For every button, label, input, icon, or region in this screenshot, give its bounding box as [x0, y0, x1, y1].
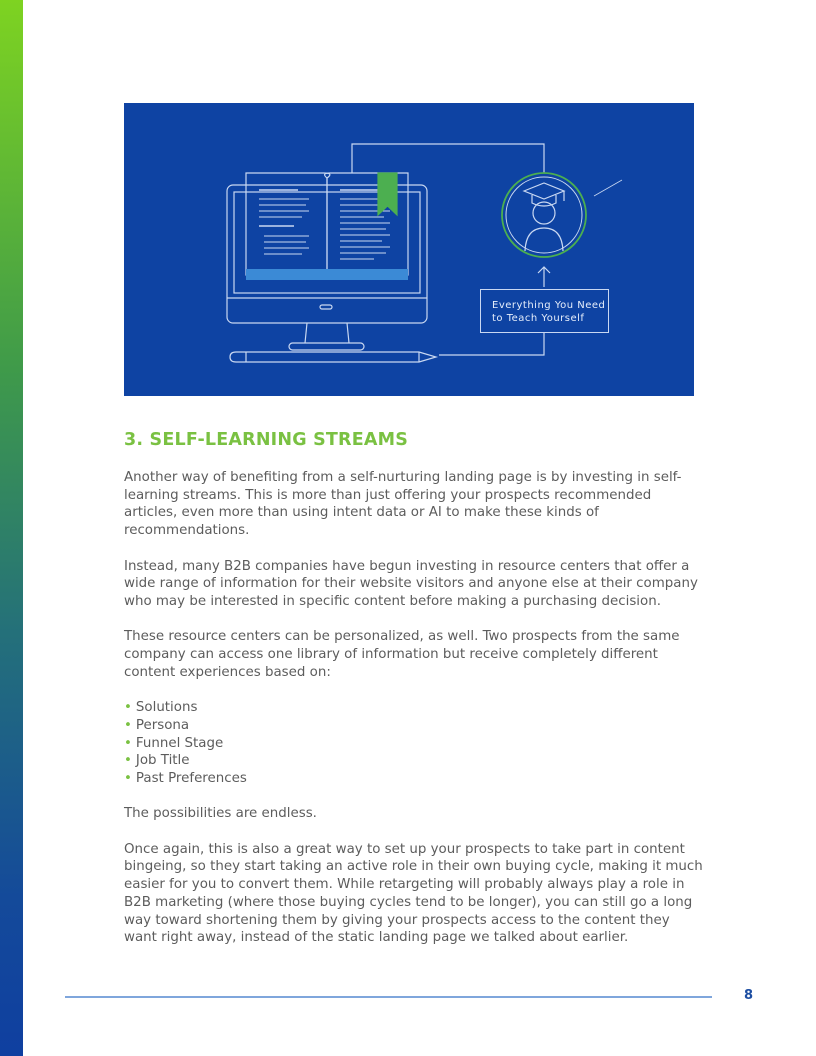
- bullet-icon: •: [124, 753, 132, 769]
- bullet-list: [124, 699, 704, 788]
- list-item: [124, 752, 704, 770]
- graduate-circle-outer: [502, 173, 586, 257]
- book-text-lines: [259, 190, 390, 259]
- list-item-label: Solutions: [135, 700, 198, 716]
- book-left-page: [246, 173, 330, 275]
- monitor-neck: [305, 323, 349, 343]
- sidebar-gradient-bar: [0, 0, 23, 1056]
- section-body: [124, 469, 704, 965]
- bullet-icon: •: [124, 700, 132, 716]
- list-item-label: Job Title: [135, 753, 190, 769]
- monitor-base: [289, 343, 364, 350]
- hero-caption-line2: to Teach Yourself: [492, 313, 585, 324]
- section-heading: 3. SELF-LEARNING STREAMS: [124, 430, 409, 450]
- paragraph-personalized: These resource centers can be personalized, as well. Two prospects from the same company can access one library of information but receive completely different content experiences based on:: [124, 629, 680, 680]
- list-item-label: Persona: [135, 717, 190, 733]
- caption-connector-line: [439, 333, 544, 355]
- bookmark-ribbon-icon: [378, 173, 397, 215]
- paragraph-resource-centers: Instead, many B2B companies have begun investing in resource centers that offer a wide range of information for their website visitors and anyone else at their company who may be interested in specific content before making a purchasing decision.: [124, 558, 698, 609]
- list-item: [124, 717, 704, 735]
- monitor-button: [320, 305, 332, 309]
- decorative-line: [594, 180, 622, 196]
- list-item-label: Funnel Stage: [135, 735, 224, 751]
- list-item: [124, 699, 704, 717]
- list-item-label: Past Preferences: [135, 770, 247, 786]
- hero-caption-line1: Everything You Need: [492, 300, 606, 311]
- connector-line: [352, 144, 544, 173]
- computer-book-graduate-illustration: [124, 103, 694, 396]
- graduate-circle-inner: [506, 177, 582, 253]
- bullet-icon: •: [124, 735, 132, 751]
- paragraph-conclusion: Once again, this is also a great way to set up your prospects to take part in content bingeing, so they start taking an active role in their own buying cycle, making it much easier for you to convert them. While retargeting will probably always play a role in B2B marketing (where those buying cycles tend to be longer), you can still go a long way toward shortening them by giving your prospects access to the content they want right away, instead of the static landing page we talked about earlier.: [124, 841, 703, 946]
- hero-illustration: [124, 103, 694, 396]
- arrow-up-icon: [538, 267, 550, 287]
- list-item: [124, 735, 704, 753]
- pencil-icon: [230, 352, 436, 362]
- hero-caption-box: [480, 289, 609, 333]
- list-item: [124, 770, 704, 788]
- bullet-icon: •: [124, 717, 132, 733]
- paragraph-possibilities: The possibilities are endless.: [124, 806, 317, 822]
- footer-divider: [65, 996, 712, 998]
- paragraph-intro: Another way of benefiting from a self-nurturing landing page is by investing in self-learning streams. This is more than just offering your prospects recommended articles, even more than using intent data or AI to make these kinds of recommendations.: [124, 470, 682, 539]
- bullet-icon: •: [124, 770, 132, 786]
- page-number: 8: [744, 988, 754, 1003]
- graduate-icon: [524, 183, 564, 251]
- book-cover-bottom: [246, 269, 408, 280]
